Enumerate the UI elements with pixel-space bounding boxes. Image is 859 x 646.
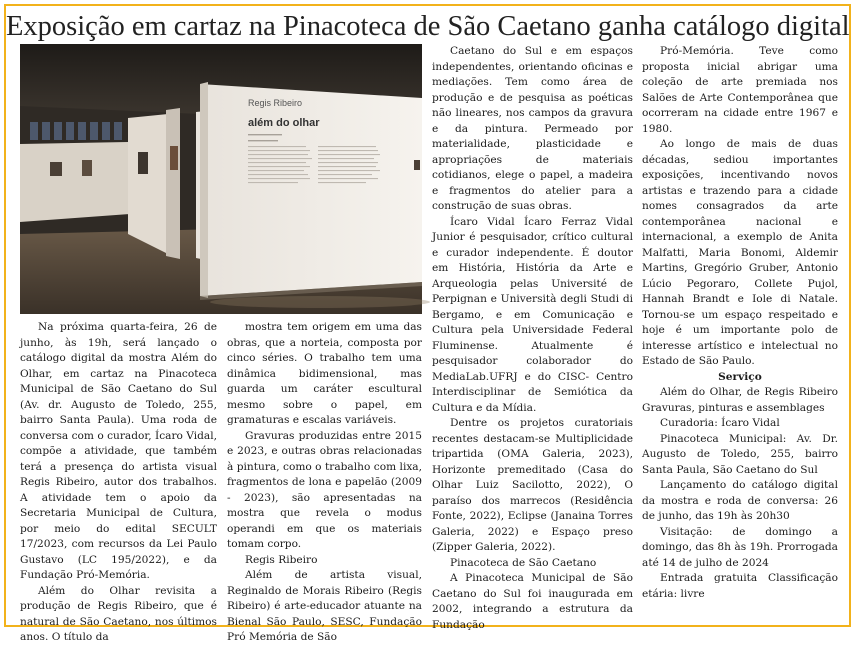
column-2 <box>227 320 422 646</box>
service-item: Além do Olhar, de Regis Ribeiro Gravuras, pinturas e assemblages <box>642 386 838 414</box>
paragraph: Pró-Memória. Teve como proposta inicial abrigar uma coleção de arte premiada nos Salões de Arte Contemporânea que ocorreram na cidade entre 1967 e 1980. <box>642 45 838 135</box>
column-3 <box>432 44 633 633</box>
article-frame <box>4 4 851 643</box>
paragraph: Na próxima quarta-feira, 26 de junho, às 19h, será lançado o catálogo digital da mostra Além do Olhar, em cartaz na Pinacoteca Municipal de São Caetano do Sul (Av. dr. Augusto de Toledo, 255, bairro Santa Paula). Uma roda de conversa com o curador, Ícaro Vidal, compõe a atividade, que também terá a presença do artista visual Regis Ribeiro, autor dos trabalhos. A atividade tem o apoio da Secretaria Municipal de Cultura, por meio do edital SECULT 17/2023, com recursos da Lei Paulo Gustavo (LC 195/2022), e da Fundação Pró-Memória. <box>20 321 217 581</box>
paragraph: mostra tem origem em uma das obras, que a norteia, composta por cinco séries. O trabalho tem uma dinâmica bidimensional, mas guarda um caráter escultural mesmo sobre o papel, em gramaturas e escalas variáveis. <box>227 321 422 426</box>
subheading-pinacoteca: Pinacoteca de São Caetano <box>450 556 597 569</box>
paragraph: A Pinacoteca Municipal de São Caetano do Sul foi inaugurada em 2002, integrando a estrutura da Fundação <box>432 572 633 631</box>
paragraph: Ícaro Vidal Ícaro Ferraz Vidal Junior é pesquisador, crítico cultural e curador independente. É doutor em História, História da Arte e Arqueologia pelas Université de Perpignan e Università degli Studi di Bergamo, e em Comunicação e Cultura pela Universidade Federal Fluminense. Atualmente é pesquisador colaborador do MediaLab.UFRJ e do CISC- Centro Interdisciplinar de Semiótica da Cultura e da Mídia. <box>432 215 633 414</box>
service-heading: Serviço <box>718 370 762 383</box>
column-1 <box>20 320 217 646</box>
paragraph: Dentre os projetos curatoriais recentes destacam-se Multiplicidade tripartida (OMA Galeria, 2023), Horizonte premeditado (Casa do Olhar Luiz Sacilotto, 2022), O paraíso dos marrecos (Residência Fonte, 2022), Eclipse (Janaina Torres Galeria, 2022) e Espaço preso (Zipper Galeria, 2022). <box>432 417 633 553</box>
paragraph: Gravuras produzidas entre 2015 e 2023, e outras obras relacionadas à pintura, como o trabalho com lixa, fragmentos de lona e papelão (2009 - 2023), são apresentadas na mostra que revela o modus operandi em que os materiais tomam corpo. <box>227 429 422 550</box>
gallery-illustration <box>20 44 422 314</box>
paragraph: Ao longo de mais de duas décadas, sediou importantes exposições, incentivando novos artistas e trazendo para a cidade nomes consagrados da arte contemporânea nacional e internacional, a exemplo de Anita Malfatti, Maria Bonomi, Aldemir Martins, Gregório Gruber, Antonio Lúcio Pegoraro, Collete Pujol, Hannah Brandt e Iole di Natale. Tornou-se um espaço respeitado e hoje é um importante polo de interesse artístico e intelectual no Estado de São Paulo. <box>642 138 838 367</box>
service-item: Pinacoteca Municipal: Av. Dr. Augusto de Toledo, 255, bairro Santa Paula, São Caetano do Sul <box>642 432 838 476</box>
exhibition-photo <box>20 44 422 314</box>
wall-artist-label: Regis Ribeiro <box>248 98 303 108</box>
service-item: Lançamento do catálogo digital da mostra e roda de conversa: 26 de junho, das 19h às 20h30 <box>642 479 838 522</box>
subheading-regis-ribeiro: Regis Ribeiro <box>245 553 318 566</box>
headline: Exposição em cartaz na Pinacoteca de São Caetano ganha catálogo digital <box>6 11 850 42</box>
paragraph: Caetano do Sul e em espaços independentes, orientando oficinas e mediações. Tem como área de produção e de pesquisa as poéticas não lineares, nos campos da gravura e da pintura. Permeado por materialidade, plasticidade e apropriações de materiais cotidianos, elege o papel, a madeira e fragmentos do atelier para a construção de suas obras. <box>432 45 633 212</box>
service-item: Entrada gratuita Classificação etária: livre <box>642 572 838 600</box>
service-item: Visitação: de domingo a domingo, das 8h às 19h. Prorrogada até 14 de julho de 2024 <box>642 525 838 569</box>
wall-title-label: além do olhar <box>248 117 320 129</box>
paragraph: Além do Olhar revisita a produção de Regis Ribeiro, que é natural de São Caetano, nos últimos anos. O título da <box>20 584 217 643</box>
column-4 <box>642 44 838 602</box>
service-item: Curadoria: Ícaro Vidal <box>660 417 780 429</box>
paragraph: Além de artista visual, Reginaldo de Morais Ribeiro (Regis Ribeiro) é arte-educador atuante na Bienal São Paulo, SESC, Fundação Pró Memória de São <box>227 569 422 643</box>
